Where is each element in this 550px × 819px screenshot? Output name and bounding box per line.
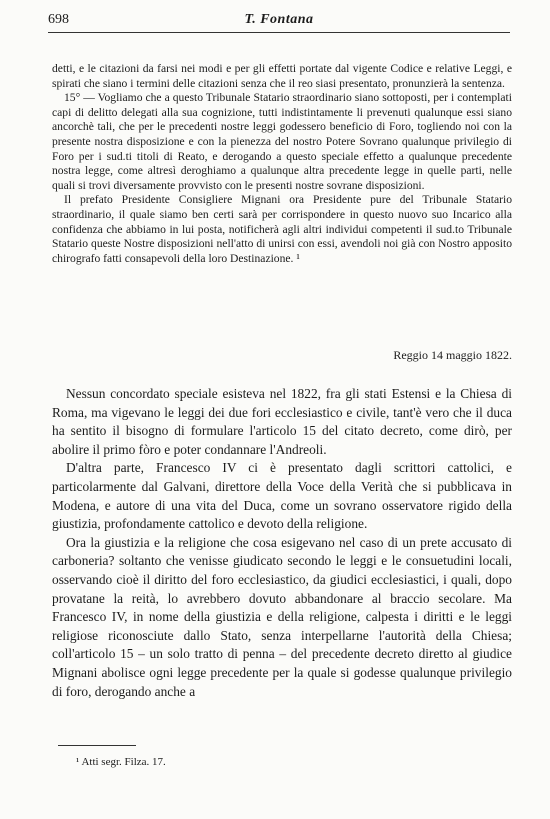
- body-paragraph: Ora la giustizia e la religione che cosa esigevano nel caso di un prete accusato di carboneria? soltanto che venisse giudicato secondo le leggi e le consuetudini locali, osservando cioè il diritto del foro ecclesiastico, da giudici ecclesiastici, i quali, dopo provatane la reità, lo avrebbero dovuto abbandonare al braccio secolare. Ma Francesco IV, in nome della giustizia e della religione, calpesta i diritti e le leggi religiose riconosciute dallo Stato, senza interpellarne l'autorità della Chiesa; coll'articolo 15 – un solo tratto di penna – del precedente decreto diretto al giudice Mignani abolisce ogni legge precedente per la quale si godesse qualunque privilegio di foro, derogando anche a: [52, 534, 512, 699]
- body-paragraph: D'altra parte, Francesco IV ci è presentato dagli scrittori cattolici, e particolarmente dal Galvani, direttore della Voce della Verità che si pubblicava in Modena, e autore di una vita del Duca, come un sovrano osservatore rigido della giustizia, profondamente cattolico e devoto della religione.: [52, 460, 512, 532]
- quote-paragraph: detti, e le citazioni da farsi nei modi e per gli effetti portate dal vigente Codice e relative Leggi, e spirati che siano i termini delle citazioni senza che il reo siasi presentato, pronunzierà la sentenza.: [52, 62, 512, 90]
- body-paragraph: Nessun concordato speciale esisteva nel 1822, fra gli stati Estensi e la Chiesa di Roma, ma vigevano le leggi dei due fori ecclesiastico e civile, tant'è vero che il duca ha sentito il bisogno di formulare l'articolo 15 del citato decreto, come dirò, per abolire il primo fòro e poter condannare l'Andreoli.: [52, 386, 512, 457]
- quote-paragraph: 15° — Vogliamo che a questo Tribunale Statario straordinario siano sottoposti, per i contemplati capi di delitto delegati alla sua cognizione, tutti indistintamente li prevenuti qualunque essi siano ancorchè tali, che per le precedenti nostre leggi godessero beneficio di Foro, togliendo noi con la presente nostra disposizione e con la pienezza del nostro Potere Sovrano qualunque privilegio di Foro per i sud.ti titoli di Reato, e derogando a questo speciale effetto a qualunque precedente nostra legge, come altresì deroghiamo a qualunque altra precedente legge in quelle parti, nelle quali si trovi diversamente provvisto con le presenti nostre sovrane disposizioni.: [52, 91, 512, 192]
- footnote: ¹ Atti segr. Filza. 17.: [76, 756, 166, 768]
- decree-date: Reggio 14 maggio 1822.: [393, 348, 512, 362]
- page-number: 698: [48, 12, 69, 27]
- footnote-divider: [58, 745, 136, 746]
- main-text: [52, 385, 512, 701]
- running-head: T. Fontana: [244, 12, 314, 27]
- page-header: [48, 12, 510, 33]
- quote-paragraph: Il prefato Presidente Consigliere Mignani ora Presidente pure del Tribunale Statario straordinario, il quale siamo ben certi sarà per corrispondere in questo nuovo suo Incarico alla confidenza che abbiamo in lui posta, notificherà agli altri individui competenti il sud.to Tribunale Statario queste Nostre disposizioni nell'atto di unirsi con essi, avendoli noi già con Nostro apposito chirografo fatti consapevoli della loro Destinazione. ¹: [52, 193, 512, 265]
- quoted-decree: [52, 62, 512, 266]
